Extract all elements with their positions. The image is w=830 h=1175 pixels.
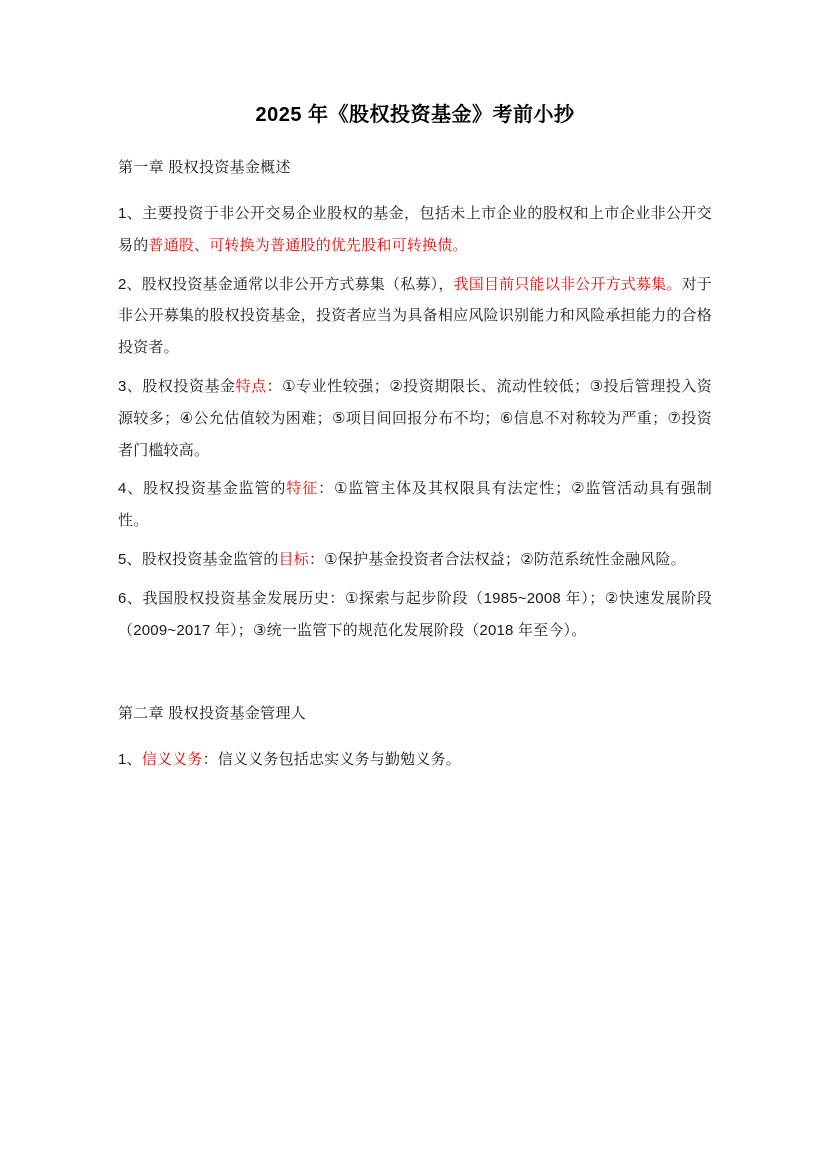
ch2-item-1-text-b: ：信义义务包括忠实义务与勤勉义务。 bbox=[202, 751, 461, 769]
chapter-1-item-1 bbox=[118, 198, 712, 262]
chapter-1-item-3 bbox=[118, 371, 712, 466]
item-2-text-a: 2、股权投资基金通常以非公开方式募集（私募）， bbox=[118, 275, 454, 293]
chapter-spacer bbox=[118, 646, 712, 702]
item-3-highlight: 特点 bbox=[235, 377, 267, 395]
chapter-1-heading: 第一章 股权投资基金概述 bbox=[118, 159, 291, 176]
item-4-text-a: 4、股权投资基金监管的 bbox=[118, 480, 287, 498]
item-4-highlight: 特征 bbox=[286, 480, 319, 498]
item-5-highlight: 目标 bbox=[278, 550, 309, 568]
chapter-1-item-4 bbox=[118, 473, 712, 537]
item-1-text-a: 1、主要投资于非公开交易企业股权的基金，包括未上市企业的股权和上市企业非公开交易的 bbox=[118, 205, 712, 254]
chapter-2-section bbox=[118, 702, 712, 776]
chapter-1-item-2 bbox=[118, 269, 712, 364]
item-2-text-b: 对于非公开募集的股权投资基金，投资者应当为具备相应风险识别能力和风险承担能力的合格投资者。 bbox=[118, 275, 712, 357]
chapter-2-heading: 第二章 股权投资基金管理人 bbox=[118, 705, 307, 723]
ch2-item-1-highlight: 信义义务 bbox=[141, 751, 203, 769]
item-3-text-a: 3、股权投资基金 bbox=[118, 377, 236, 395]
chapter-1-section bbox=[118, 156, 712, 646]
item-4-text-b: ：①监管主体及其权限具有法定性；②监管活动具有强制性。 bbox=[118, 480, 713, 530]
chapter-2-item-1 bbox=[118, 744, 712, 776]
item-3-text-b: ：①专业性较强；②投资期限长、流动性较低；③投后管理投入资源较多；④公允估值较为困难；⑤项目间回报分布不均；⑥信息不对称较为严重；⑦投资者门槛较高。 bbox=[118, 377, 712, 459]
item-5-text-b: ：①保护基金投资者合法权益；②防范系统性金融风险。 bbox=[308, 550, 686, 568]
item-1-highlight: 普通股、可转换为普通股的优先股和可转换债。 bbox=[148, 236, 468, 254]
page-title: 2025 年《股权投资基金》考前小抄 bbox=[255, 104, 575, 126]
item-5-text-a: 5、股权投资基金监管的 bbox=[118, 550, 279, 568]
chapter-1-item-5 bbox=[118, 544, 712, 576]
chapter-1-item-6: 6、我国股权投资基金发展历史：①探索与起步阶段（1985~2008 年）；②快速发展阶段（2009~2017 年）；③统一监管下的规范化发展阶段（2018 年至今）。 bbox=[118, 589, 712, 639]
ch2-item-1-text-a: 1、 bbox=[118, 751, 142, 769]
item-2-highlight: 我国目前只能以非公开方式募集。 bbox=[453, 275, 682, 293]
